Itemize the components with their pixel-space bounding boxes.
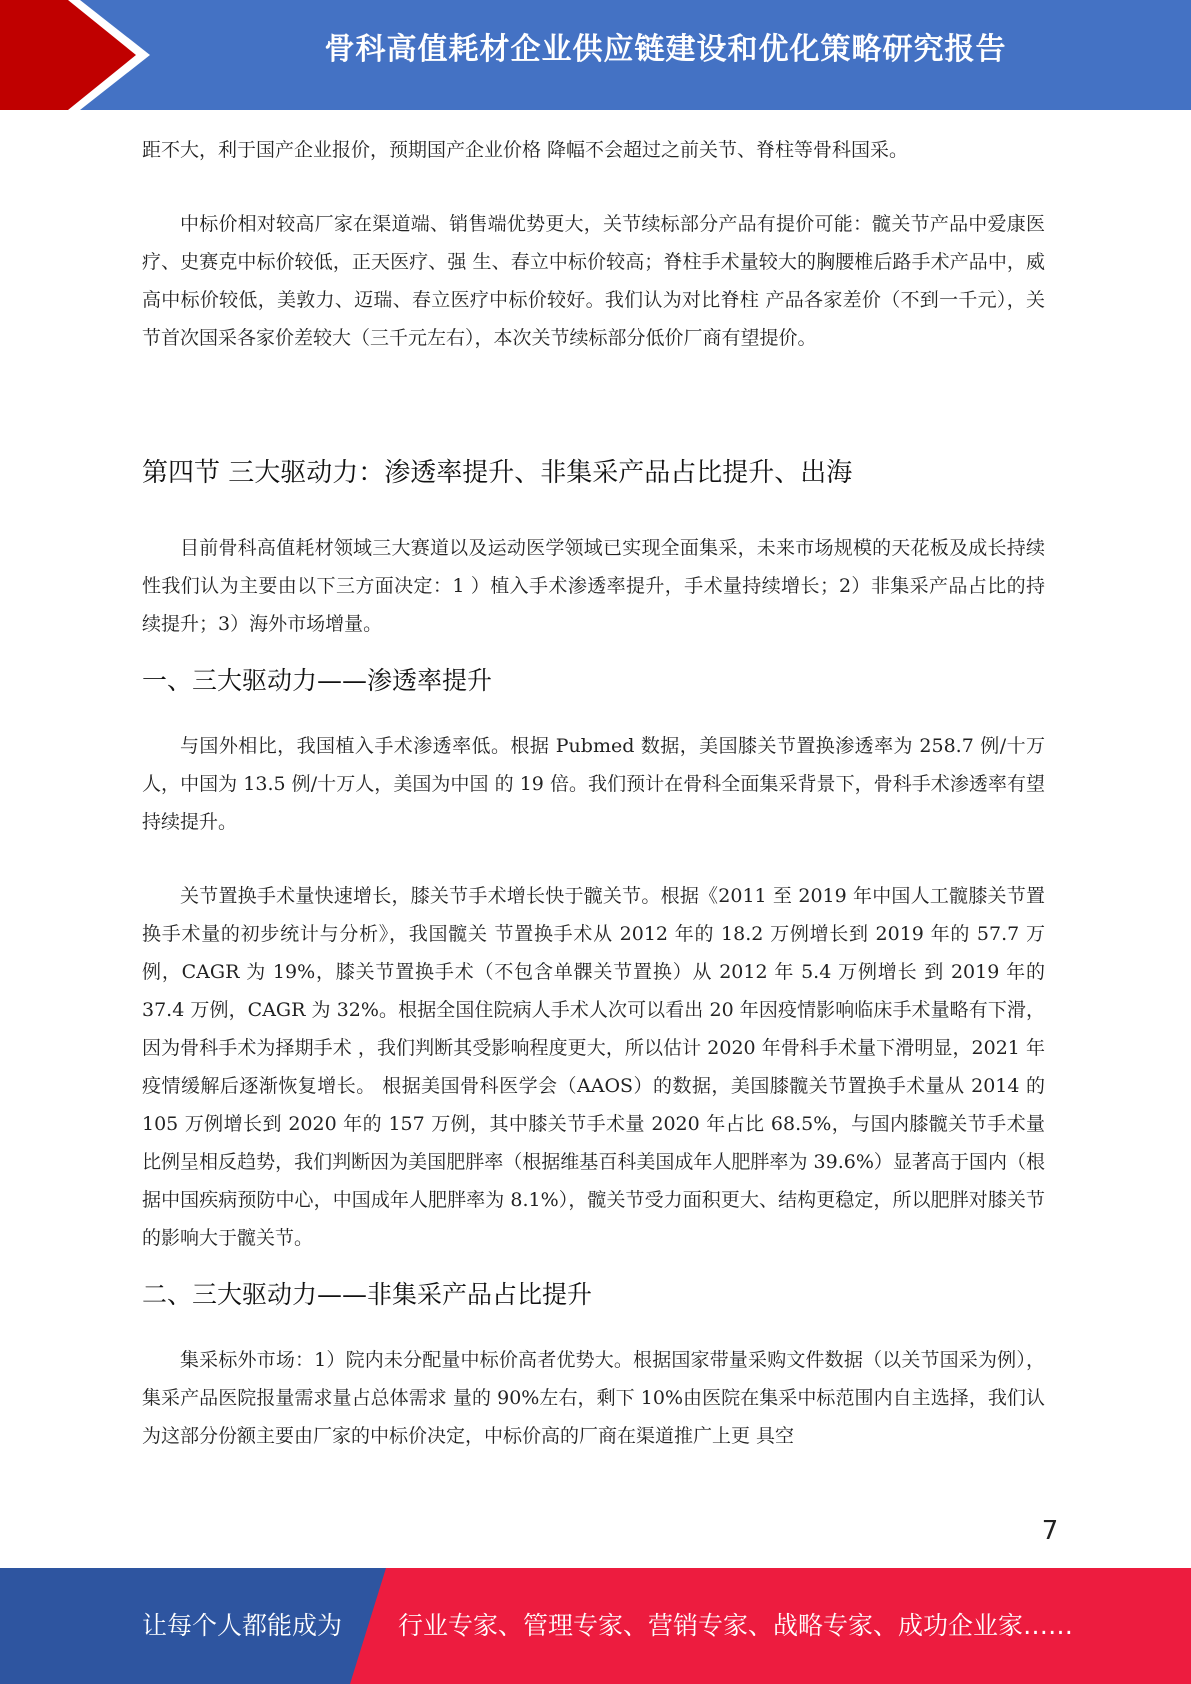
paragraph-joint-growth: 关节置换手术量快速增长，膝关节手术增长快于髋关节。根据《2011 至 2019 年中国人工髋膝关节置换手术量的初步统计与分析》，我国髋关 节置换手术从 2012 年的 18.2 万例增长到 2019 年的 57.7 万例，CAGR 为 19%，膝关节置换手术（不包含单髁关节置换）从 2012 年 5.4 万例增长 到 2019 年的 37.4 万例，CAGR 为 32%。根据全国住院病人手术人次可以看出 20 年因疫情影响临床手术量略有下滑，因为骨科手术为择期手术 ，我们判断其受影响程度更大，所以估计 2020 年骨科手术量下滑明显，2021 年疫情缓解后逐渐恢复增长。 根据美国骨科医学会（AAOS）的数据，美国膝髋关节置换手术量从 2014 的 105 万例增长到 2020 年的 157 万例，其中膝关节手术量 2020 年占比 68.5%，与国内膝髋关节手术量比例呈相反趋势，我们判断因为美国肥胖率（根据维基百科美国成年人肥胖率为 39.6%）显著高于国内（根 据中国疾病预防中心，中国成年人肥胖率为 8.1%），髋关节受力面积更大、结构更稳定，所以肥胖对膝关节的影响大于髋关节。 <box>142 885 1045 1249</box>
paragraph-pricing: 中标价相对较高厂家在渠道端、销售端优势更大，关节续标部分产品有提价可能：髋关节产品中爱康医疗、史赛克中标价较低，正天医疗、强 生、春立中标价较高；脊柱手术量较大的胸腰椎后路手术产品中，威高中标价较低，美敦力、迈瑞、春立医疗中标价较好。我们认为对比脊柱 产品各家差价（不到一千元），关节首次国采各家价差较大（三千元左右），本次关节续标部分低价厂商有望提价。 <box>142 213 1045 349</box>
paragraph-continued: 距不大，利于国产企业报价，预期国产企业价格 降幅不会超过之前关节、脊柱等骨科国采。 <box>142 139 909 161</box>
header-chevron-arrow <box>0 0 150 110</box>
subsection-heading-penetration: 一、三大驱动力——渗透率提升 <box>142 666 493 695</box>
page-number: 7 <box>1041 1516 1059 1546</box>
section-heading: 第四节 三大驱动力：渗透率提升、非集采产品占比提升、出海 <box>142 458 853 488</box>
report-title: 骨科高值耗材企业供应链建设和优化策略研究报告 <box>324 32 1007 67</box>
page-content <box>142 131 1045 1455</box>
footer-slogan-right: 行业专家、管理专家、营销专家、战略专家、成功企业家…… <box>398 1611 1074 1640</box>
footer-slogan-left: 让每个人都能成为 <box>142 1611 343 1640</box>
paragraph-penetration: 与国外相比，我国植入手术渗透率低。根据 Pubmed 数据，美国膝关节置换渗透率为 258.7 例/十万人，中国为 13.5 例/十万人，美国为中国 的 19 倍。我们预计在骨科全面集采背景下，骨科手术渗透率有望持续提升。 <box>142 735 1045 833</box>
paragraph-drivers-intro: 目前骨科高值耗材领域三大赛道以及运动医学领域已实现全面集采，未来市场规模的天花板及成长持续性我们认为主要由以下三方面决定：1 ）植入手术渗透率提升，手术量持续增长；2）非集采产品占比的持续提升；3）海外市场增量。 <box>142 537 1045 635</box>
subsection-heading-non-vbp: 二、三大驱动力——非集采产品占比提升 <box>142 1280 593 1309</box>
paragraph-non-vbp: 集采标外市场：1）院内未分配量中标价高者优势大。根据国家带量采购文件数据（以关节国采为例），集采产品医院报量需求量占总体需求 量的 90%左右，剩下 10%由医院在集采中标范围内自主选择，我们认为这部分份额主要由厂家的中标价决定，中标价高的厂商在渠道推广上更 具空 <box>142 1349 1045 1447</box>
page-footer <box>0 1568 1191 1684</box>
page-header <box>0 0 1191 110</box>
